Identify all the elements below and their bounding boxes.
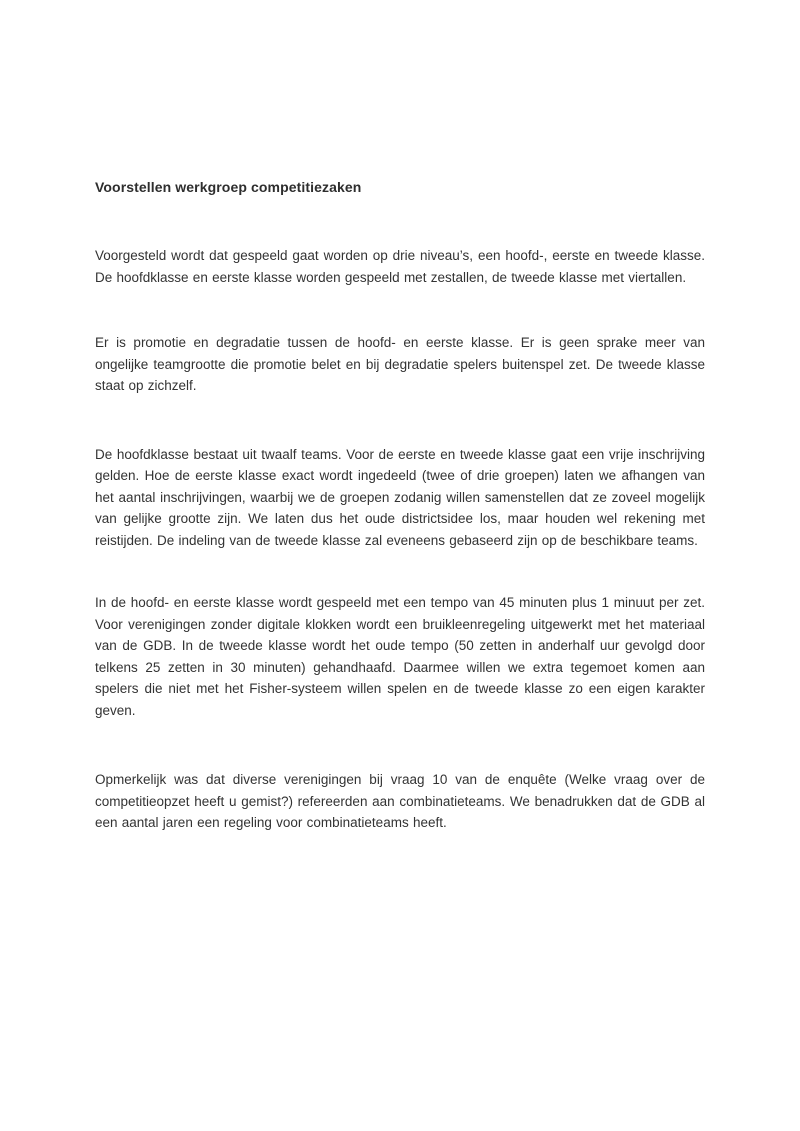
document-title: Voorstellen werkgroep competitiezaken <box>95 179 362 195</box>
paragraph-promotion-relegation: Er is promotie en degradatie tussen de hoofd- en eerste klasse. Er is geen sprake meer van ongelijke teamgrootte die promotie belet en bij degradatie spelers buitenspel zet. De tweede klasse staat op zichzelf. <box>95 335 705 393</box>
paragraph-combination-teams: Opmerkelijk was dat diverse verenigingen bij vraag 10 van de enquête (Welke vraag over de competitieopzet heeft u gemist?) refereerden aan combinatieteams. We benadrukken dat de GDB al een aantal jaren een regeling voor combinatieteams heeft. <box>95 772 705 830</box>
paragraph-playing-tempo: In de hoofd- en eerste klasse wordt gespeeld met een tempo van 45 minuten plus 1 minuut per zet. Voor verenigingen zonder digitale klokken wordt een bruikleenregeling uitgewerkt met het materiaal van de GDB. In de tweede klasse wordt het oude tempo (50 zetten in anderhalf uur gevolgd door telkens 25 zetten in 30 minuten) gehandhaafd. Daarmee willen we extra tegemoet komen aan spelers die niet met het Fisher-systeem willen spelen en de tweede klasse zo een eigen karakter geven. <box>95 595 705 718</box>
paragraph-class-structure: De hoofdklasse bestaat uit twaalf teams. Voor de eerste en tweede klasse gaat een vrije inschrijving gelden. Hoe de eerste klasse exact wordt ingedeeld (twee of drie groepen) laten we afhangen van het aantal inschrijvingen, waarbij we de groepen zodanig willen samenstellen dat ze zoveel mogelijk van gelijke grootte zijn. We laten dus het oude districtsidee los, maar houden wel rekening met reistijden. De indeling van de tweede klasse zal eveneens gebaseerd zijn op de beschikbare teams. <box>95 446 705 548</box>
paragraph-proposal-levels: Voorgesteld wordt dat gespeeld gaat worden op drie niveau’s, een hoofd-, eerste en tweede klasse. De hoofdklasse en eerste klasse worden gespeeld met zestallen, de tweede klasse met viertallen. <box>95 248 705 285</box>
